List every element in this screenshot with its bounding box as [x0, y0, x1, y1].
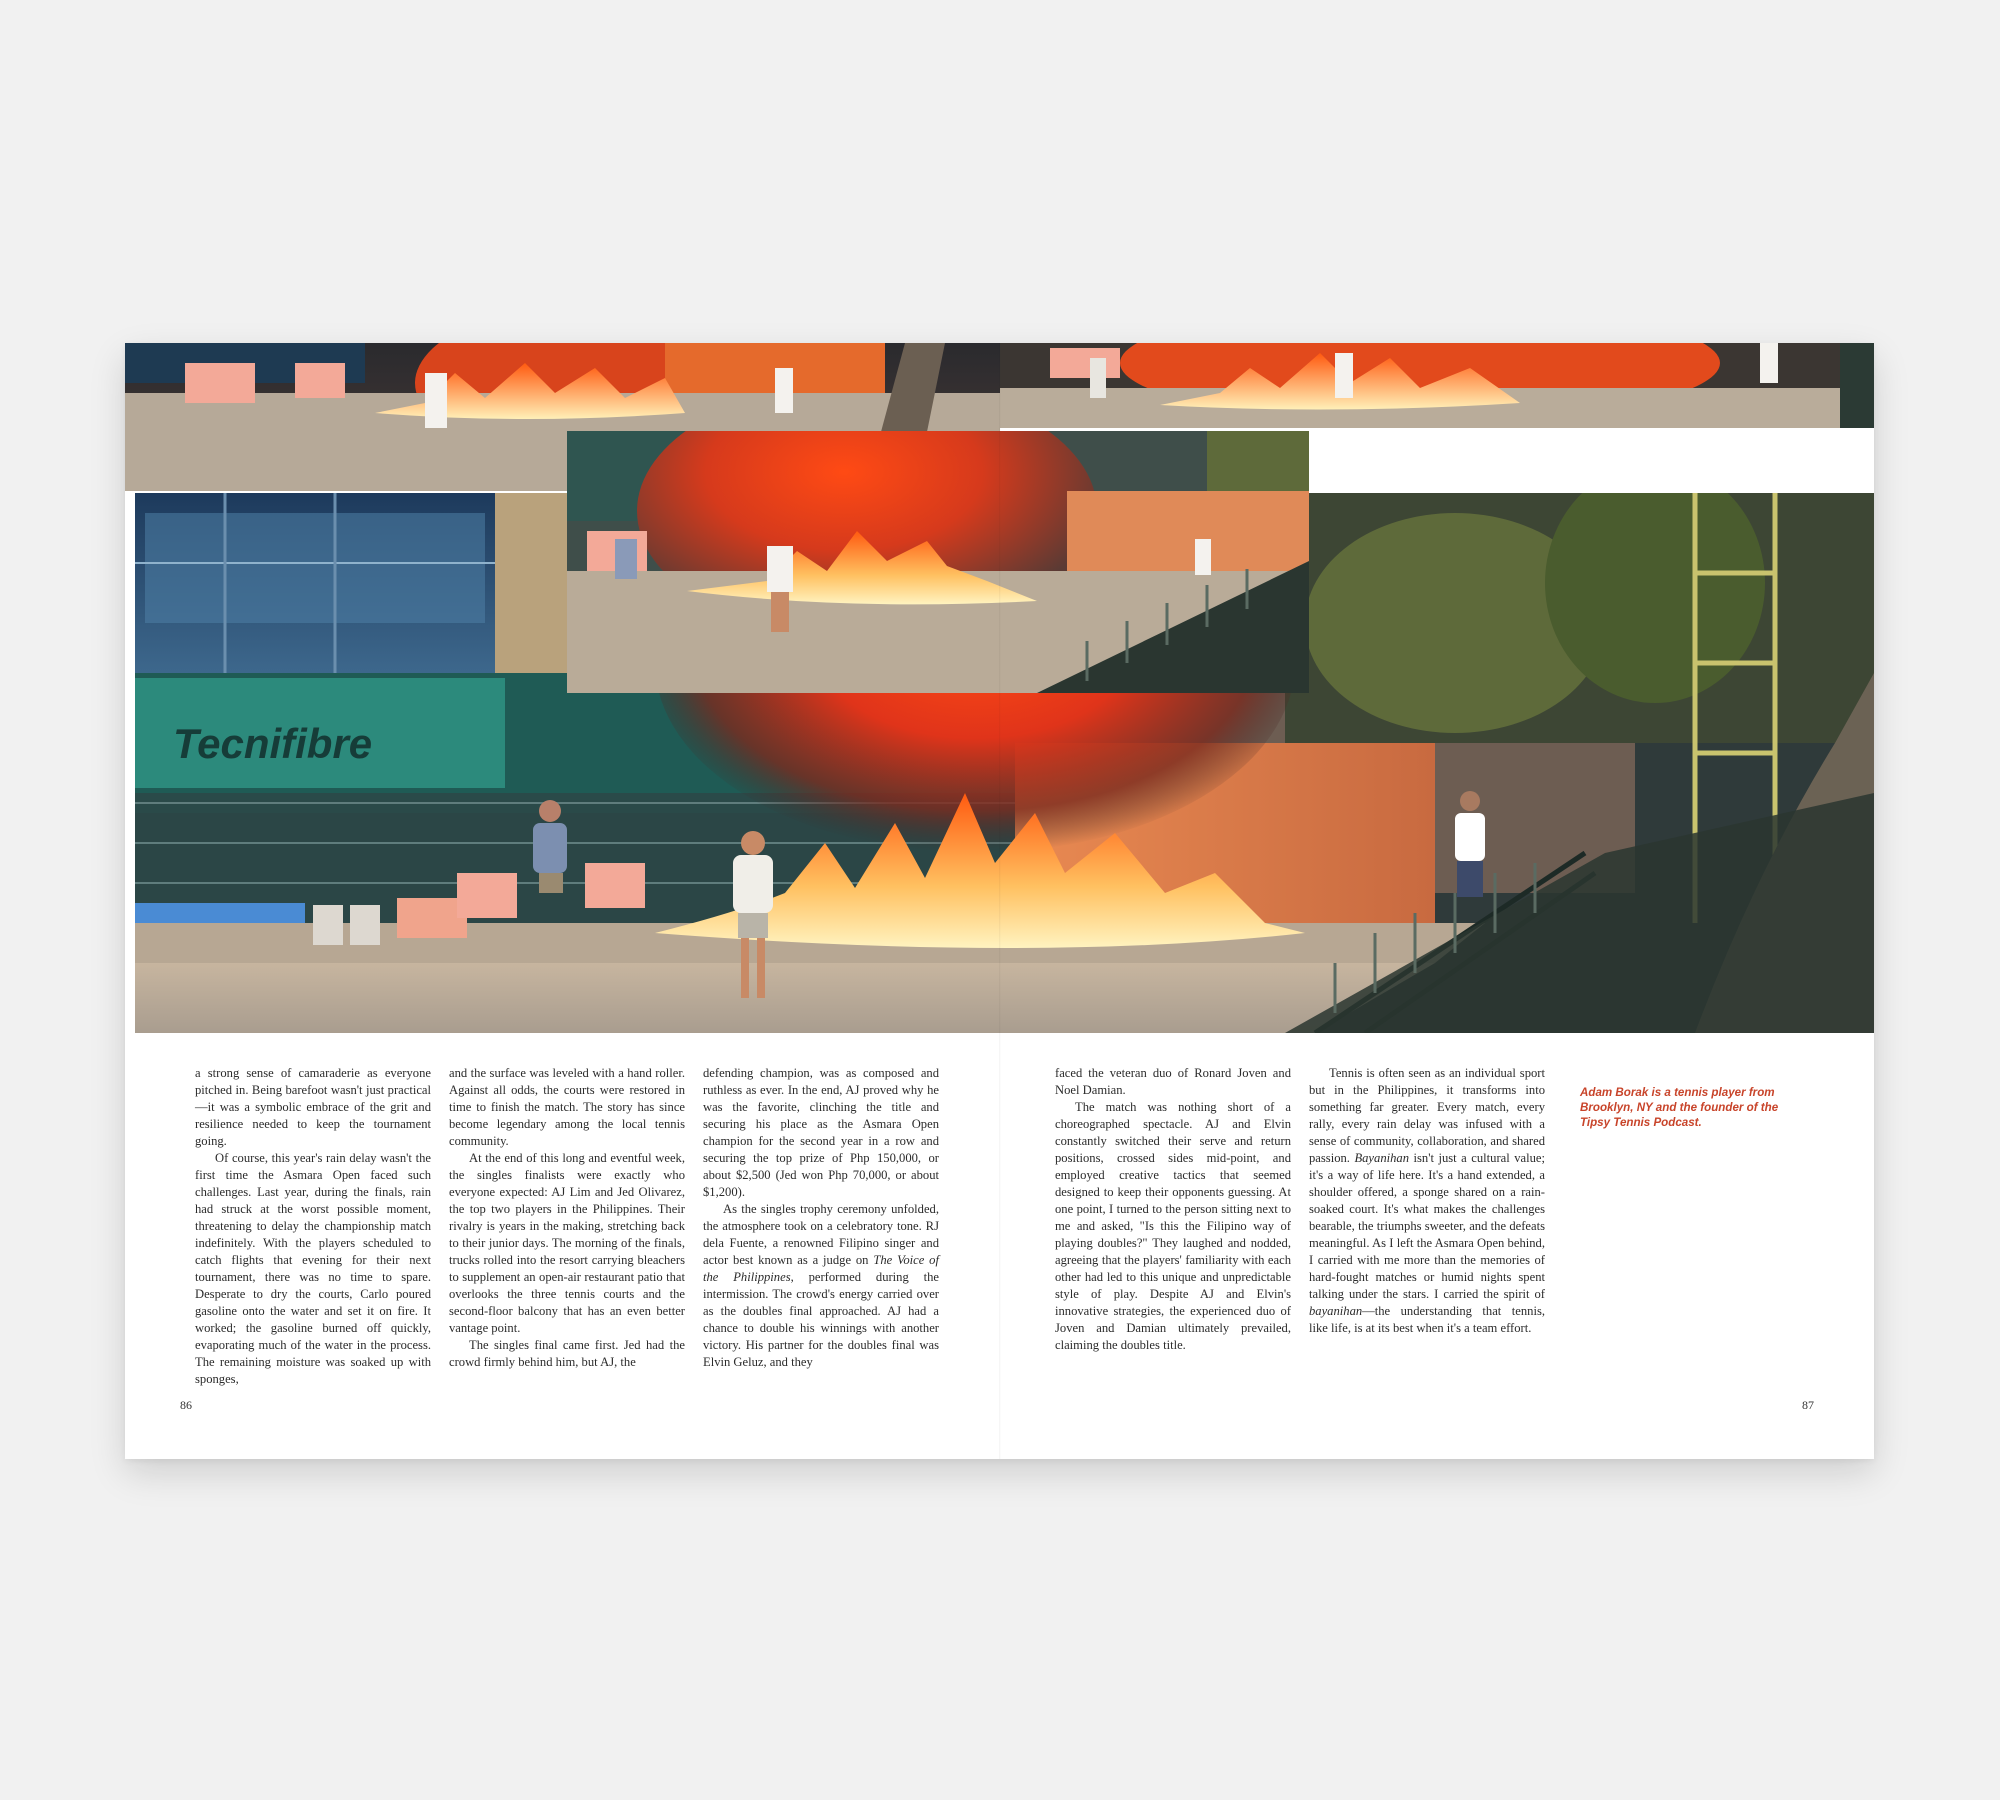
paragraph: defending champion, was as composed and ruthless as ever. In the end, AJ proved why he was the favorite, clinching the title and securing his place as the Asmara Open champion for the second year in a row and securing the top prize of Php 150,000, or about $2,500 (Jed won Php 70,000, or about $1,200).	[703, 1066, 939, 1199]
paragraph: and the surface was leveled with a hand roller. Against all odds, the courts were restored in time to finish the match. The story has since become legendary among the local tennis community.	[449, 1066, 685, 1148]
paragraph: a strong sense of camaraderie as everyone pitched in. Being barefoot wasn't just practical—it was a symbolic embrace of the grit and resilience needed to keep the tournament going.	[195, 1066, 431, 1148]
left-page-column-1	[195, 1065, 431, 1388]
page-number-right: 87	[1802, 1398, 1814, 1412]
paragraph: faced the veteran duo of Ronard Joven and Noel Damian.	[1055, 1066, 1291, 1097]
paragraph: The singles final came first. Jed had the crowd firmly behind him, but AJ, the	[449, 1338, 685, 1369]
inset-photo-fire	[567, 431, 1309, 693]
paragraph: The match was nothing short of a choreographed spectacle. AJ and Elvin constantly switched their serve and return positions, crossed sides mid-point, and employed creative tactics that seemed designed to keep their opponents guessing. At one point, I turned to the person sitting next to me and asked, "Is this the Filipino way of playing doubles?" They laughed and nodded, agreeing that the players' familiarity with each other had led to this unique and unpredictable style of play. Despite AJ and Elvin's innovative strategies, the experienced duo of Joven and Damian ultimately prevailed, claiming the doubles title.	[1055, 1100, 1291, 1352]
right-page-column-2	[1309, 1065, 1545, 1337]
magazine-spread	[125, 343, 1874, 1459]
page-number-left: 86	[180, 1398, 192, 1412]
right-page-column-1	[1055, 1065, 1291, 1354]
paragraph: At the end of this long and eventful week, the singles finalists were exactly who everyone expected: AJ Lim and Jed Olivarez, the top two players in the Philippines. Their rivalry is years in the making, stretching back to their junior days. The morning of the finals, trucks rolled into the resort carrying bleachers to supplement an open-air restaurant patio that overlooks the three tennis courts and the second-floor balcony that has an even better vantage point.	[449, 1151, 685, 1335]
left-page-column-2	[449, 1065, 685, 1371]
author-bio-caption: Adam Borak is a tennis player from Brooklyn, NY and the founder of the Tipsy Tennis Podcast.	[1580, 1086, 1779, 1129]
paragraph: As the singles trophy ceremony unfolded, the atmosphere took on a celebratory tone. RJ dela Fuente, a renowned Filipino singer and actor best known as a judge on The Voice of the Philippines, performed during the intermission. The crowd's energy carried over as the doubles final approached. AJ had a chance to double his winnings with another victory. His partner for the doubles final was Elvin Geluz, and they	[703, 1202, 940, 1369]
paragraph: Tennis is often seen as an individual sport but in the Philippines, it transforms into something far greater. Every match, every rally, every rain delay was infused with a sense of community, collaboration, and shared passion. Bayanihan isn't just a cultural value; it's a way of life here. It's a hand extended, a shoulder offered, a sponge shared on a rain-soaked court. It's what makes the challenges bearable, the triumphs sweeter, and the defeats meaningful. As I left the Asmara Open behind, I carried with me more than the memories of hard-fought matches or humid nights spent talking under the stars. I carried the spirit of bayanihan—the understanding that tennis, like life, is at its best when it's a team effort.	[1309, 1066, 1546, 1335]
paragraph: Of course, this year's rain delay wasn't the first time the Asmara Open faced such challenges. Last year, during the finals, rain had struck at the worst possible moment, threatening to delay the championship match indefinitely. With the players scheduled to catch flights that evening for their next tournament, there was no time to spare. Desperate to dry the courts, Carlo poured gasoline onto the water and set it on fire. It worked; the gasoline burned off quickly, evaporating much of the water in the process. The remaining moisture was soaked up with sponges,	[195, 1151, 431, 1386]
left-page-column-3	[703, 1065, 939, 1371]
sponsor-sign-text: Tecnifibre	[173, 720, 373, 767]
page-gutter	[999, 343, 1001, 1459]
top-strip-photo-right	[1000, 343, 1874, 428]
